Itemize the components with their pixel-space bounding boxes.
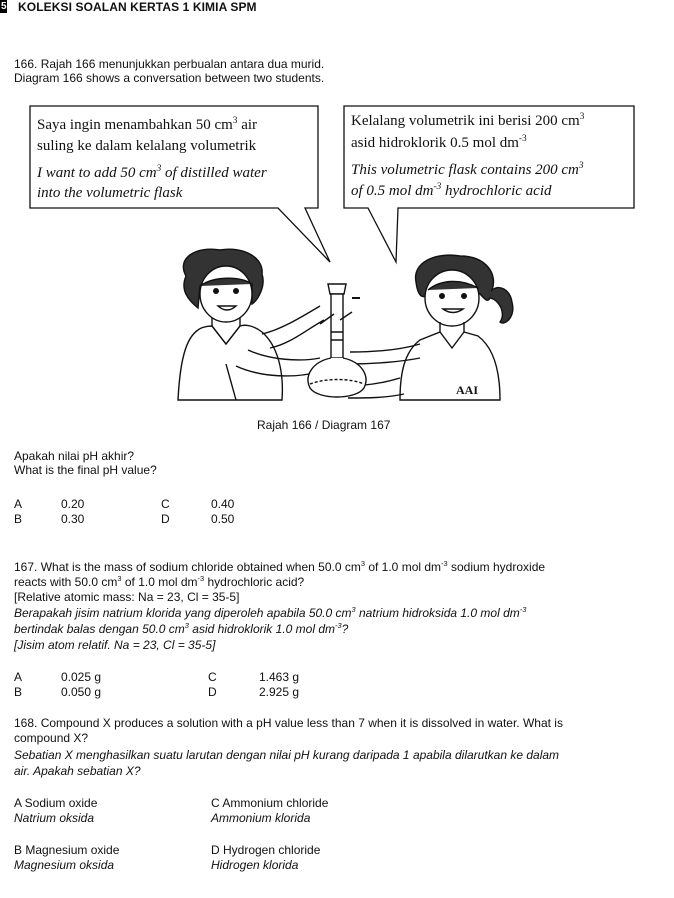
q166-line-ms: 166. Rajah 166 menunjukkan perbualan antara dua murid. [14,57,325,71]
q168-line2: compound X? [14,731,89,745]
q167-line5: bertindak balas dengan 50.0 $cm^3$ asid hidroklorik 1.0 mol $dm^{-3}$? [14,621,349,636]
q168-option-d-ms: Hidrogen klorida [211,858,299,872]
q166-option-d-letter: D [161,512,170,526]
q166-question-en: What is the final pH value? [14,463,157,477]
bubble-right-en-line1: This volumetric flask contains 200 $cm^3$ [351,161,584,178]
q166-option-b-value: 0.30 [61,512,85,526]
q167-option-b-value: 0.050 g [61,685,102,699]
bubble-right-ms-line1: Kelalang volumetrik ini berisi 200 $cm^3$ [351,112,585,129]
volumetric-flask-icon [308,284,366,397]
q167-line6: [Jisim atom relatif. Na = 23, Cl = 35-5] [14,638,216,652]
q166-option-c-value: 0.40 [211,497,235,511]
header-tag: 5 [1,1,7,12]
q168-line4: air. Apakah sebatian X? [14,764,141,778]
q166-line-en: Diagram 166 shows a conversation between two students. [14,71,325,85]
q166-option-a-value: 0.20 [61,497,85,511]
q167-option-c-letter: C [208,670,217,684]
bubble-left-en-line2: into the volumetric flask [37,185,183,201]
student-left [178,249,324,400]
q168-option-c-en: C Ammonium chloride [211,796,329,810]
q167-option-a-letter: A [14,670,23,684]
q166-option-d-value: 0.50 [211,512,235,526]
q166-question-ms: Apakah nilai pH akhir? [14,449,135,463]
q168-option-b-ms: Magnesium oksida [14,858,115,872]
author-watermark: AAI [456,383,479,397]
bubble-left-en-line1: I want to add 50 $cm^3$ of distilled water [37,164,267,181]
bubble-left-ms-line2: suling ke dalam kelalang volumetrik [37,138,257,154]
q167-option-a-value: 0.025 g [61,670,102,684]
q167-line2: reacts with 50.0 $cm^3$ of 1.0 mol $dm^{-3}$ hydrochloric acid? [14,574,305,589]
q167-line1: 167. What is the mass of sodium chloride obtained when 50.0 $cm^3$ of 1.0 mol $dm^{-3}$ sodium hydroxide [14,559,546,574]
q166-option-c-letter: C [161,497,170,511]
q168-option-c-ms: Ammonium klorida [211,811,311,825]
bubble-right-ms-line2: asid hidroklorik 0.5 mol $dm^{-3}$ [351,134,527,151]
conversation-illustration [0,0,674,430]
diagram-caption: Rajah 166 / Diagram 167 [257,418,391,432]
q167-line3: [Relative atomic mass: Na = 23, Cl = 35-5] [14,590,240,604]
q167-line4: Berapakah jisim natrium klorida yang diperoleh apabila 50.0 $cm^3$ natrium hidroksida 1.0 mol $dm^{-3}$ [14,605,527,620]
q168-line1: 168. Compound X produces a solution with a pH value less than 7 when it is dissolved in water. What is [14,716,563,730]
student-right [346,255,513,400]
bubble-left-ms-line1: Saya ingin menambahkan 50 $cm^3$ air [37,116,258,133]
page-header: KOLEKSI SOALAN KERTAS 1 KIMIA SPM [18,0,257,14]
q167-option-d-letter: D [208,685,217,699]
bubble-right-en-line2: of 0.5 mol $dm^{-3}$ hydrochloric acid [351,182,552,199]
q168-option-a-en: A Sodium oxide [14,796,98,810]
q166-option-a-letter: A [14,497,23,511]
q166-option-b-letter: B [14,512,23,526]
q168-option-a-ms: Natrium oksida [14,811,95,825]
q167-option-c-value: 1.463 g [259,670,300,684]
q167-option-b-letter: B [14,685,23,699]
q168-option-b-en: B Magnesium oxide [14,843,120,857]
q167-option-d-value: 2.925 g [259,685,300,699]
q168-option-d-en: D Hydrogen chloride [211,843,321,857]
q168-line3: Sebatian X menghasilkan suatu larutan dengan nilai pH kurang daripada 1 apabila dilarutkan ke dalam [14,748,560,762]
